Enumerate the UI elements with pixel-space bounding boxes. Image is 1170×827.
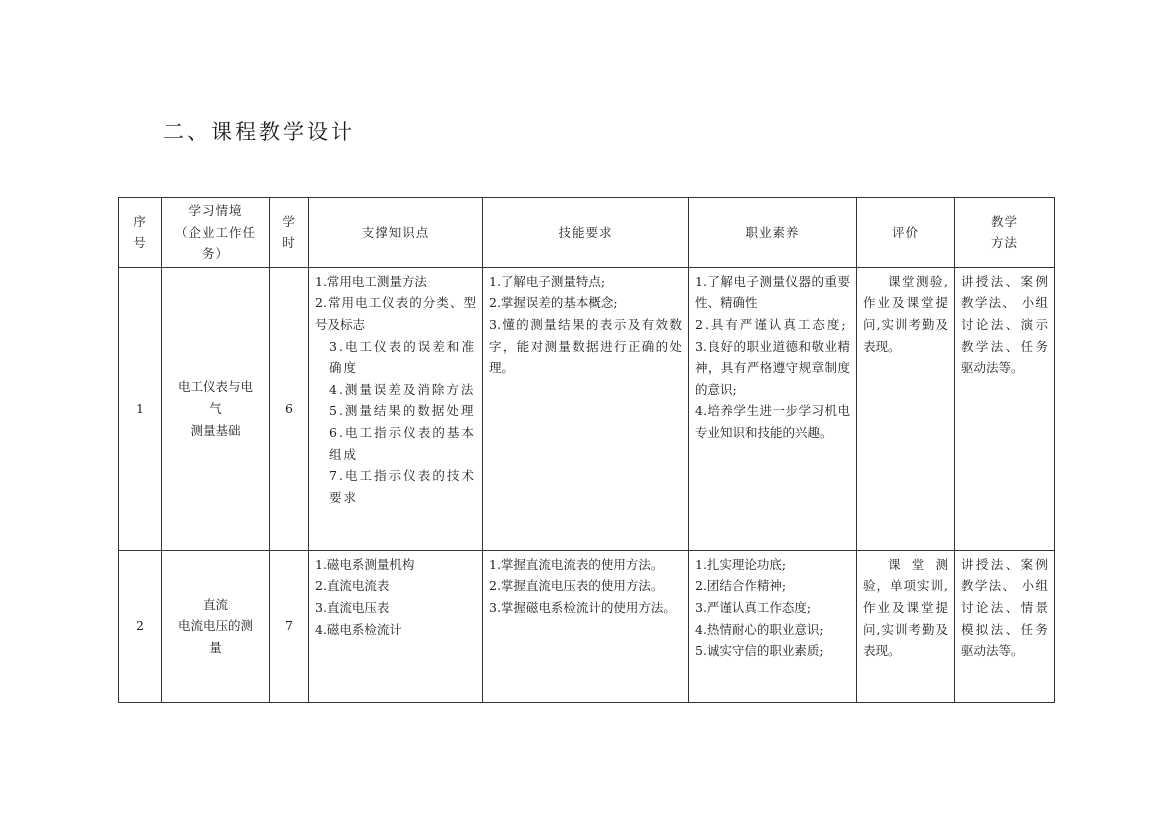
knowledge-item: 1.常用电工测量方法 [315, 273, 427, 289]
knowledge-item: 5.测量结果的数据处理 [329, 403, 476, 419]
quality-item: 4.培养学生进一步学习机电专业知识和技能的兴趣。 [695, 403, 850, 440]
quality-item: 2.具有严谨认真工态度; [695, 316, 848, 332]
row-method: 讲授法、案例教学法、 小组讨论法、演示教学法、任务驱动法等。 [955, 267, 1055, 550]
header-index: 序 号 [119, 198, 162, 268]
quality-item: 5.诚实守信的职业素质; [695, 643, 824, 659]
row-knowledge [309, 267, 483, 550]
row-situation: 电工仪表与电 气 测量基础 [162, 267, 270, 550]
knowledge-item: 4.磁电系检流计 [315, 621, 402, 637]
header-situation: 学习情境 （企业工作任 务） [162, 198, 270, 268]
table-row [119, 550, 1055, 702]
quality-item: 2.团结合作精神; [695, 578, 787, 594]
row-index: 2 [119, 550, 162, 702]
knowledge-item: 1.磁电系测量机构 [315, 556, 415, 572]
header-skills: 技能要求 [483, 198, 689, 268]
row-skills [483, 267, 689, 550]
header-evaluation: 评价 [857, 198, 955, 268]
knowledge-item: 4.测量误差及消除方法 [329, 381, 476, 397]
skill-item: 1.了解电子测量特点; [489, 273, 606, 289]
table-row [119, 267, 1055, 550]
row-skills [483, 550, 689, 702]
skill-item: 3.掌握磁电系检流计的使用方法。 [489, 599, 676, 615]
knowledge-item: 7.电工指示仪表的技术要求 [329, 468, 476, 505]
knowledge-item: 3.电工仪表的误差和准确度 [329, 338, 476, 376]
header-hours: 学 时 [270, 198, 309, 268]
knowledge-item: 2.直流电流表 [315, 578, 390, 594]
row-hours: 7 [270, 550, 309, 702]
row-evaluation: 课堂测验,作业及课堂提问,实训考勤及表现。 [857, 267, 955, 550]
knowledge-item: 3.直流电压表 [315, 599, 390, 615]
header-knowledge: 支撑知识点 [309, 198, 483, 268]
skill-item: 2.掌握误差的基本概念; [489, 295, 618, 311]
skill-item: 3.懂的测量结果的表示及有效数字，能对测量数据进行正确的处理。 [489, 316, 682, 376]
knowledge-item: 6.电工指示仪表的基本组成 [329, 424, 476, 462]
row-quality [689, 550, 857, 702]
row-method: 讲授法、案例教学法、 小组讨论法、情景模拟法、任务驱动法等。 [955, 550, 1055, 702]
skill-item: 1.掌握直流电流表的使用方法。 [489, 556, 664, 572]
quality-item: 3.良好的职业道德和敬业精神，具有严格遵守规章制度的意识; [695, 338, 850, 397]
quality-item: 1.扎实理论功底; [695, 556, 787, 572]
skill-item: 2.掌握直流电压表的使用方法。 [489, 578, 664, 594]
quality-item: 4.热情耐心的职业意识; [695, 621, 824, 637]
knowledge-item: 2.常用电工仪表的分类、型号及标志 [315, 295, 476, 332]
table-header-row [119, 198, 1055, 268]
header-quality: 职业素养 [689, 198, 857, 268]
row-evaluation: 课堂测验，单项实训,作业及课堂提问,实训考勤及表现。 [857, 550, 955, 702]
row-quality [689, 267, 857, 550]
quality-item: 1.了解电子测量仪器的重要性、精确性 [695, 273, 850, 311]
row-index: 1 [119, 267, 162, 550]
row-situation: 直流 电流电压的测 量 [162, 550, 270, 702]
course-design-table [118, 197, 1055, 703]
quality-item: 3.严谨认真工作态度; [695, 599, 812, 615]
section-title: 二、课程教学设计 [163, 120, 355, 144]
row-hours: 6 [270, 267, 309, 550]
header-method: 教学 方法 [955, 198, 1055, 268]
row-knowledge [309, 550, 483, 702]
